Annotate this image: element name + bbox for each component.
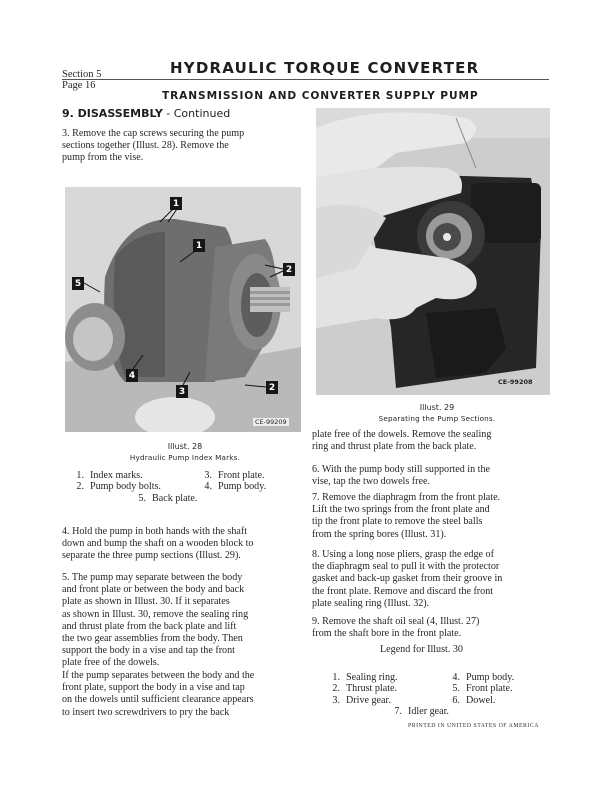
text-line: the front plate. Remove and discard the front xyxy=(312,585,494,597)
text-line: sections together (Illust. 28). Remove the xyxy=(62,140,229,152)
text-line: and thrust plate from the back plate and lift xyxy=(62,620,237,632)
text-line: support the body in a vise and tap the front xyxy=(62,645,235,657)
step-5-paragraph xyxy=(62,572,312,670)
section-heading xyxy=(62,107,230,120)
illust-30-legend xyxy=(326,672,556,718)
illust-29-photo xyxy=(316,108,550,395)
text-line: 9. Remove the shaft oil seal (4, Illust. 27) xyxy=(312,616,480,627)
section-heading-title: 9. DISASSEMBLY xyxy=(62,107,163,120)
callout-5: 5 xyxy=(72,277,84,290)
illust-28-subtitle: Hydraulic Pump Index Marks. xyxy=(129,453,241,462)
text-line: 6. With the pump body still supported in the xyxy=(312,464,491,475)
legend-30-title: Legend for Illust. 30 xyxy=(380,644,463,655)
page-title: HYDRAULIC TORQUE CONVERTER xyxy=(170,59,480,77)
text-line: on the dowels until sufficient clearance appears xyxy=(62,694,254,706)
step-8-paragraph xyxy=(312,549,572,610)
text-line: 8. Using a long nose pliers, grasp the edge of xyxy=(312,549,494,560)
callout-4: 4 xyxy=(126,369,138,382)
callout-leader-lines xyxy=(65,187,301,432)
text-line: front plate, support the body in a vise and tap xyxy=(62,682,245,694)
photo-id: CE-99208 xyxy=(498,378,533,386)
step-5-continued-paragraph xyxy=(312,429,572,453)
legend-item: 4. Pump body. xyxy=(204,481,267,493)
section-label: Section 5 xyxy=(62,69,102,80)
illust-28-photo xyxy=(65,187,301,432)
text-line: 3. Remove the cap screws securing the pump xyxy=(62,128,245,139)
text-line: 5. The pump may separate between the body xyxy=(62,572,243,583)
text-line: vise, tap the two dowels free. xyxy=(312,476,431,488)
text-line: 4. Hold the pump in both hands with the shaft xyxy=(62,526,248,537)
page-subtitle: TRANSMISSION AND CONVERTER SUPPLY PUMP xyxy=(162,90,479,102)
text-line: the diaphragm seal to pull it with the protector xyxy=(312,561,500,573)
legend-item: 2. Thrust plate. xyxy=(332,683,398,695)
legend-item: 1. Sealing ring. xyxy=(332,672,398,683)
photo-id: CE-99209 xyxy=(255,418,287,426)
legend-item: 5. Front plate. xyxy=(452,683,513,695)
step-6-paragraph xyxy=(312,464,572,488)
text-line: gasket and back-up gasket from their groove in xyxy=(312,573,503,585)
text-line: plate free of the dowels. xyxy=(62,657,160,669)
callout-1: 1 xyxy=(170,197,182,210)
page-label: Page 16 xyxy=(62,80,96,91)
callout-1: 1 xyxy=(193,239,205,252)
legend-item: 4. Pump body. xyxy=(452,672,515,683)
text-line: Lift the two springs from the front plate and xyxy=(312,504,490,516)
separating-pump-sections-image xyxy=(316,108,550,395)
step-5b-paragraph xyxy=(62,670,312,719)
callout-2: 2 xyxy=(283,263,295,276)
step-4-paragraph xyxy=(62,526,312,563)
text-line: plate as shown in Illust. 30. If it separates xyxy=(62,596,230,608)
text-line: to insert two screwdrivers to pry the back xyxy=(62,706,230,718)
header-rule xyxy=(62,79,549,80)
text-line: and front plate or between the body and back xyxy=(62,584,245,596)
legend-item: 6. Dowel. xyxy=(452,694,496,706)
illust-28-title: Illust. 28 xyxy=(167,442,203,451)
text-line: down and bump the shaft on a wooden block to xyxy=(62,538,254,550)
text-line: 7. Remove the diaphragm from the front plate. xyxy=(312,492,501,503)
text-line: pump from the vise. xyxy=(62,152,144,164)
section-heading-suffix: - Continued xyxy=(162,107,231,120)
legend-item: 3. Drive gear. xyxy=(332,694,391,706)
text-line: If the pump separates between the body and the xyxy=(62,670,255,681)
step-7-paragraph xyxy=(312,492,572,541)
callout-2: 2 xyxy=(266,381,278,394)
text-line: the two gear assemblies from the body. Then xyxy=(62,633,243,645)
callout-3: 3 xyxy=(176,385,188,398)
legend-item: 3. Front plate. xyxy=(204,470,265,481)
text-line: ring and thrust plate from the back plate. xyxy=(312,441,477,453)
legend-item: 7. Idler gear. xyxy=(394,706,449,718)
printed-notice: PRINTED IN UNITED STATES OF AMERICA xyxy=(408,723,539,729)
text-line: from the shaft bore in the front plate. xyxy=(312,628,462,640)
legend-item: 1. Index marks. xyxy=(76,470,143,481)
text-line: separate the three pump sections (Illust. 29). xyxy=(62,550,241,562)
text-line: tip the front plate to remove the steel balls xyxy=(312,516,483,528)
illust-29-title: Illust. 29 xyxy=(419,403,455,412)
step-9-paragraph xyxy=(312,616,572,640)
text-line: from the spring bores (Illust. 31). xyxy=(312,528,447,540)
text-line: plate sealing ring (Illust. 32). xyxy=(312,597,430,609)
text-line: plate free of the dowels. Remove the sealing xyxy=(312,429,492,440)
step-3-paragraph xyxy=(62,128,312,165)
legend-item: 2. Pump body bolts. xyxy=(76,481,161,493)
illust-28-legend xyxy=(70,470,290,504)
illust-29-subtitle: Separating the Pump Sections. xyxy=(378,414,496,423)
legend-item: 5. Back plate. xyxy=(138,492,198,504)
text-line: as shown in Illust. 30, remove the sealing ring xyxy=(62,608,249,620)
